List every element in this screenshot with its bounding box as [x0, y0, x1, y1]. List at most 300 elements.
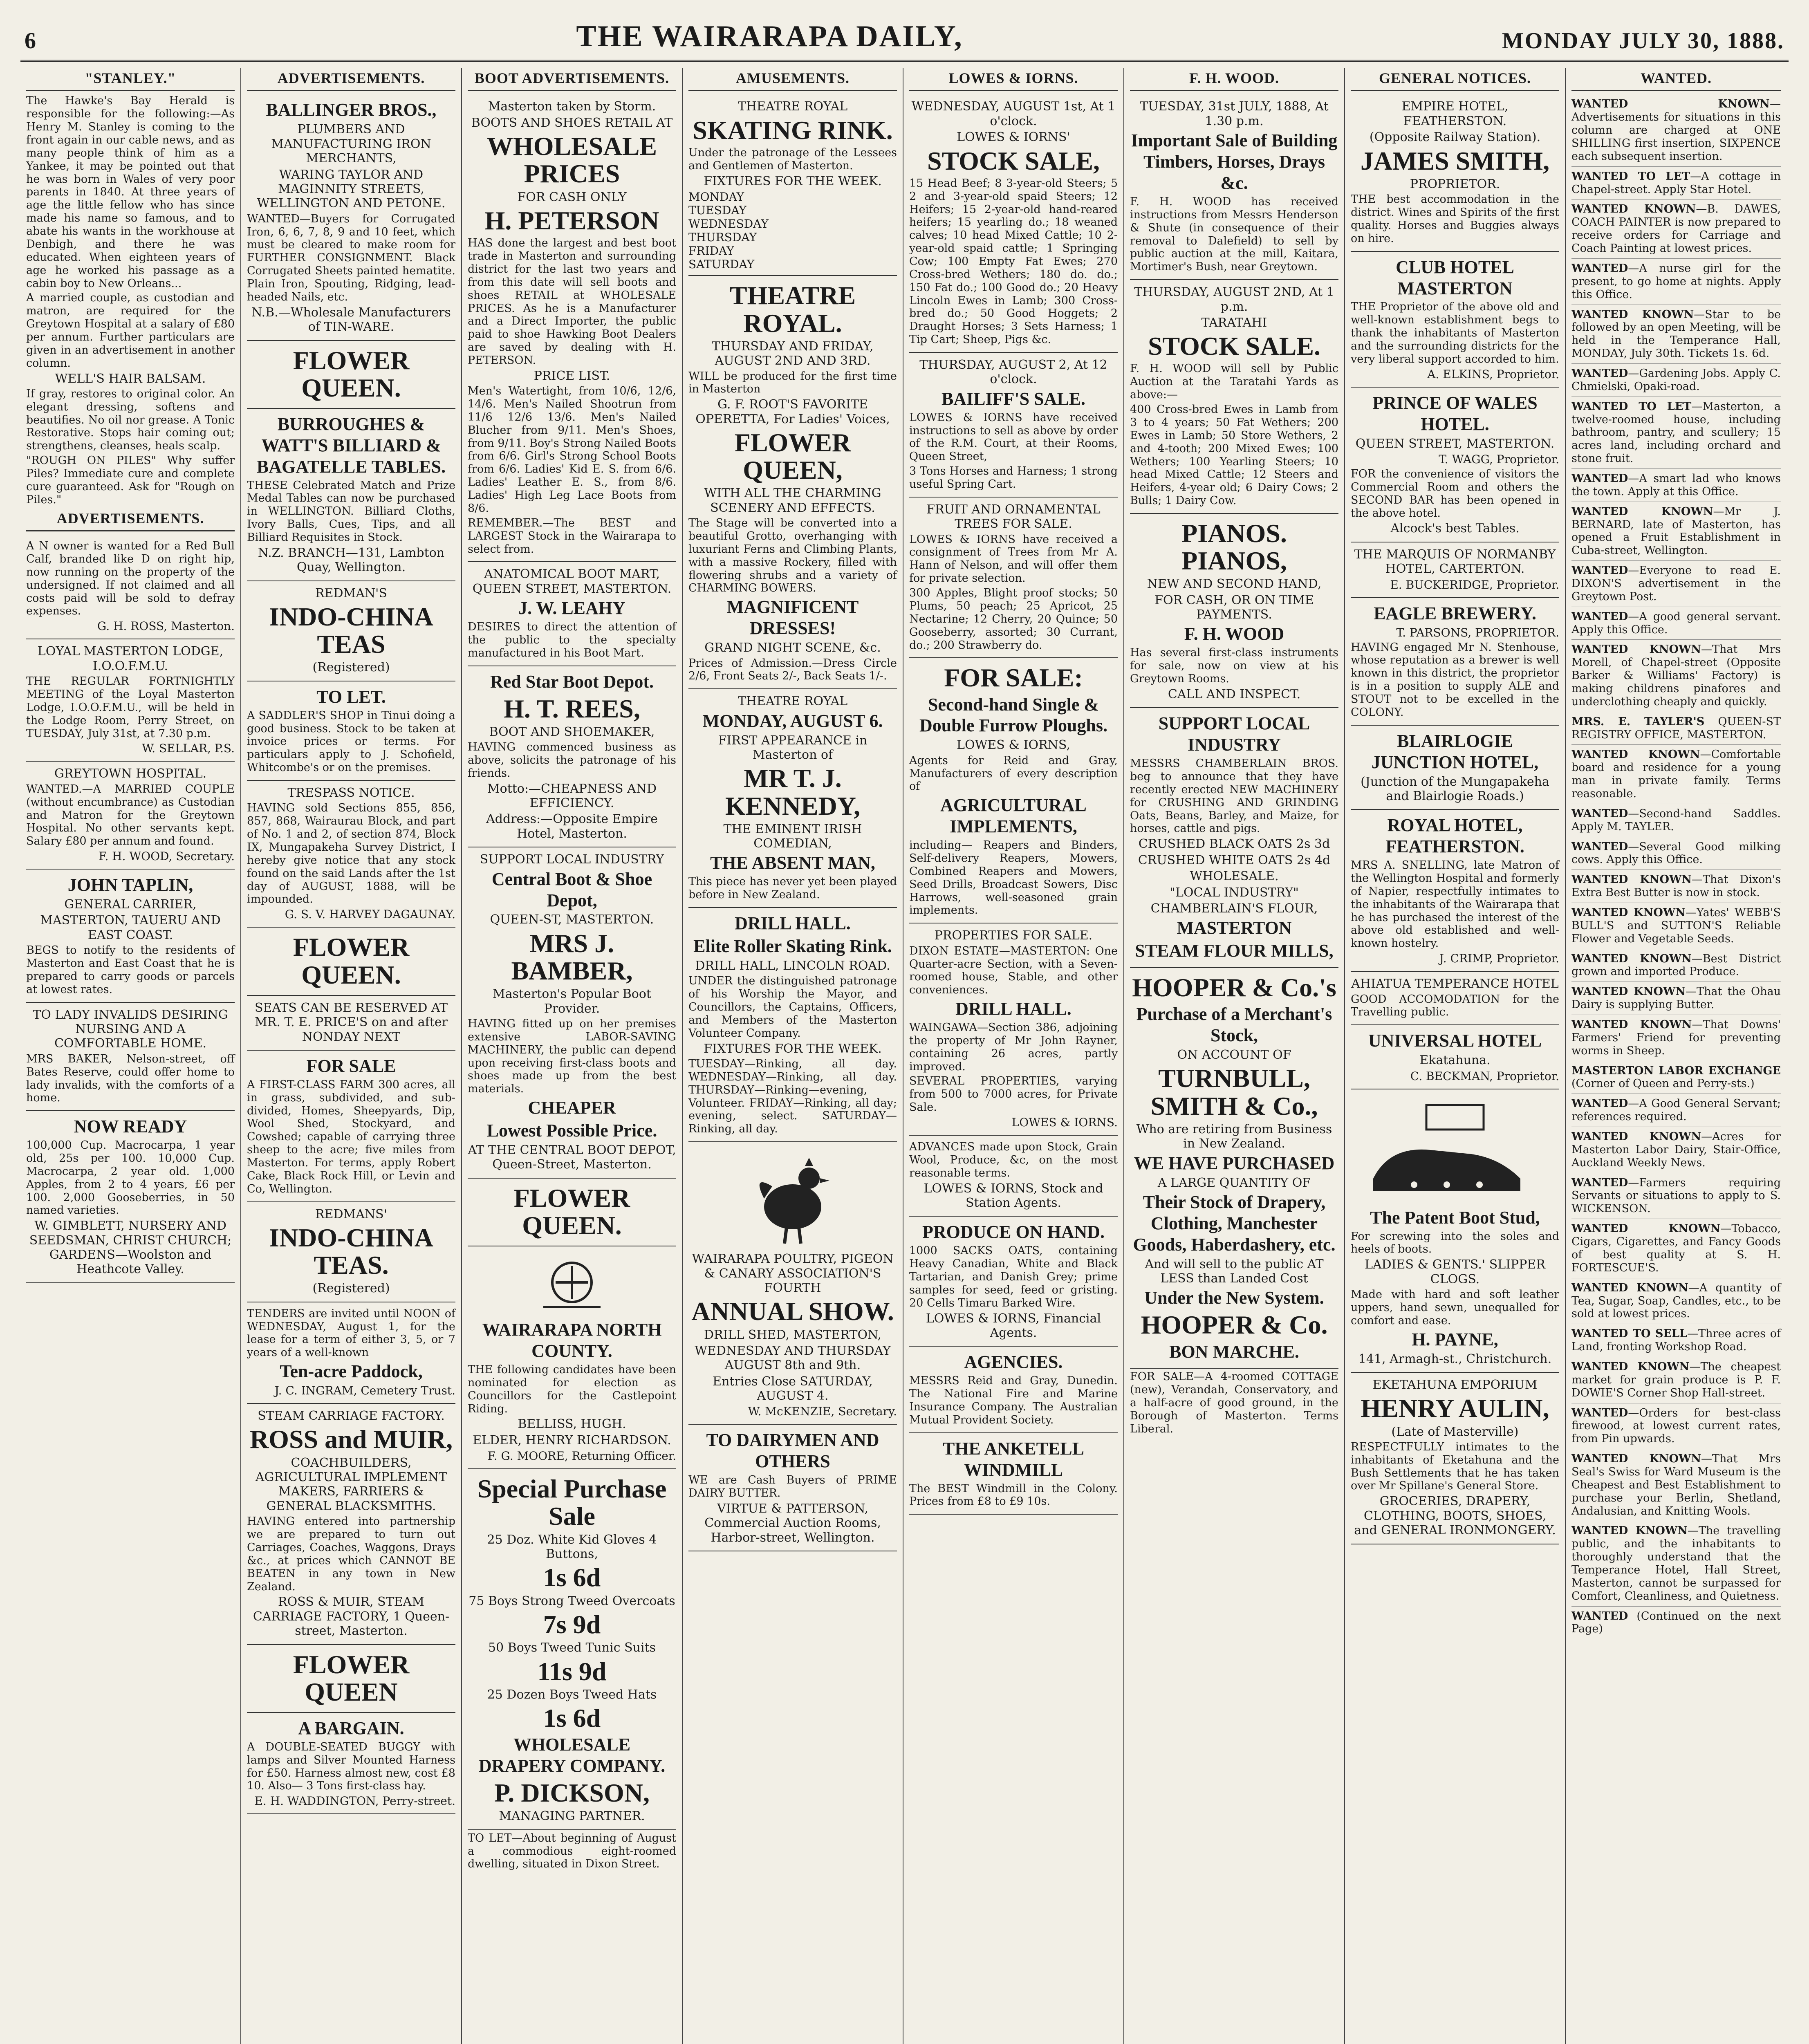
boot-stud-icon	[1365, 1097, 1545, 1203]
wanted-item	[1571, 1357, 1781, 1403]
advert-body: HAVING engaged Mr N. Stenhouse, whose reputation as a brewer is well known in this district, the proprietor is in a position to supply ALE and STOUT not to be excelled in the COLONY.	[1351, 641, 1559, 719]
wanted-item	[1571, 167, 1781, 200]
advert-subtitle: GRAND NIGHT SCENE, &c.	[704, 641, 881, 655]
wanted-item	[1571, 1061, 1781, 1094]
advert-signature: E. H. WADDINGTON, Perry-street.	[254, 1794, 455, 1808]
advert-title: FOR SALE:	[944, 663, 1083, 693]
wanted-item-lead: WANTED TO LET	[1571, 170, 1690, 183]
wanted-item-lead: WANTED	[1571, 610, 1628, 623]
advert-subtitle: Ekatahuna.	[1419, 1053, 1491, 1068]
wanted-list	[1571, 94, 1781, 1639]
advert-body: DIXON ESTATE—MASTERTON: One Quarter-acre Section, with a Seven-roomed house, Stable, and other conveniences.	[909, 944, 1118, 997]
advert-subtitle: "LOCAL INDUSTRY"	[1170, 885, 1299, 900]
advert-title: Special Purchase Sale	[477, 1474, 667, 1531]
advert-body: Has several first-class instruments for sale, now on view at his Greytown Rooms.	[1130, 646, 1338, 686]
wanted-item-lead: WANTED KNOWN	[1571, 643, 1701, 656]
advert-subtitle: COACHBUILDERS, AGRICULTURAL IMPLEMENT MAKERS, FARRIERS & GENERAL BLACKSMITHS.	[255, 1455, 447, 1513]
advert-title: Ten-acre Paddock,	[280, 1361, 423, 1382]
rooster-icon	[748, 1150, 838, 1248]
wanted-item-text: —Best District grown and imported Produce.	[1571, 952, 1781, 978]
advert-title: HOOPER & Co.	[1141, 1310, 1328, 1340]
wanted-item-lead: WANTED KNOWN	[1571, 748, 1700, 761]
advert-signature: T. WAGG, Proprietor.	[1439, 453, 1559, 466]
advert-title: THEATRE ROYAL.	[729, 281, 856, 338]
advert-body: HAVING fitted up on her premises extensive LABOR-SAVING MACHINERY, the public can depend upon receiving first-class boots and shoes made up from the best materials.	[468, 1018, 676, 1096]
advert-title: J. W. LEAHY	[518, 598, 625, 619]
advert-signature: 141, Armagh-st., Christchurch.	[1358, 1351, 1552, 1366]
advert-body: The BEST Windmill in the Colony. Prices from £8 to £9 10s.	[909, 1482, 1118, 1508]
advert-subtitle: THEATRE ROYAL	[737, 99, 848, 114]
wanted-item-lead: WANTED	[1571, 472, 1628, 485]
wanted-item-lead: WANTED KNOWN	[1571, 1452, 1701, 1466]
advert	[468, 666, 676, 848]
columns	[20, 68, 1789, 2044]
advert-title: Central Boot & Shoe Depot,	[491, 869, 652, 910]
advert-title: AGRICULTURAL IMPLEMENTS,	[940, 795, 1087, 837]
advert-body: MRS BAKER, Nelson-street, off Bates Reserve, could offer home to lady invalids, with the comforts of a home.	[26, 1052, 235, 1105]
advert-title: WAIRARAPA NORTH COUNTY.	[482, 1320, 662, 1361]
advert-signature: W. GIMBLETT, NURSERY AND SEEDSMAN, CHRIST CHURCH; GARDENS—Woolston and Heathcote Valley.	[29, 1219, 232, 1277]
advert-subtitle: (Opposite Railway Station).	[1369, 130, 1541, 145]
advert-title: P. DICKSON,	[494, 1778, 650, 1808]
advert-title: PRINCE OF WALES HOTEL.	[1372, 392, 1538, 434]
advert-signature: VIRTUE & PATTERSON, Commercial Auction Rooms, Harbor-street, Wellington.	[704, 1502, 881, 1545]
advert-body: BEGS to notify to the residents of Masterton and East Coast that he is prepared to carry goods or parcels at lowest rates.	[26, 944, 235, 996]
wanted-item-text: —B. DAWES, COACH PAINTER is now prepared to receive orders for Carriage and Coach Painting at lowest prices.	[1571, 203, 1781, 255]
column-1	[20, 68, 241, 2044]
wanted-item-lead: WANTED KNOWN	[1571, 952, 1692, 965]
advert-signature: A. ELKINS, Proprietor.	[1427, 367, 1559, 381]
advert-subtitle: BOOT AND SHOEMAKER,	[489, 724, 655, 739]
advert-title: MASTERTON	[1177, 918, 1292, 938]
advert-body: THE following candidates have been nominated for election as Councillors for the Castlepoint Riding.	[468, 1363, 676, 1415]
advert-price: 1s 6d	[543, 1563, 601, 1592]
wanted-item	[1571, 502, 1781, 561]
advert-subtitle: THURSDAY AND FRIDAY, AUGUST 2ND AND 3RD.	[712, 339, 874, 368]
wanted-item-text: —That Downs' Farmers' Friend for preventing worms in Sheep.	[1571, 1018, 1781, 1057]
advert-title: LADIES & GENTS.' SLIPPER CLOGS.	[1365, 1257, 1545, 1286]
advert-subtitle: BOOTS AND SHOES RETAIL AT	[471, 115, 673, 130]
advert-title: BALLINGER BROS.,	[266, 100, 437, 120]
wanted-item	[1571, 1127, 1781, 1173]
wanted-item-text: —Three acres of Land, fronting Workshop Road.	[1571, 1327, 1781, 1354]
wanted-item	[1571, 949, 1781, 982]
wanted-item-text: QUEEN-ST REGISTRY OFFICE, MASTERTON.	[1571, 715, 1781, 741]
advert-title: THE ABSENT MAN,	[710, 853, 875, 873]
fixture-day: TUESDAY	[688, 204, 746, 217]
advert-body: Made with hard and soft leather uppers, hand sewn, unequalled for comfort and ease.	[1351, 1288, 1559, 1327]
column-2	[241, 68, 462, 2044]
advert-body: 300 Apples, Blight proof stocks; 50 Plums, 50 peach; 25 Apricot, 25 Nectarine; 12 Cherry, 20 Quince; 50 Gooseberry, assorted; 30 Currant, do.; 200 Strawberry do.	[909, 587, 1118, 652]
advert-body: 25 Dozen Boys Tweed Hats	[487, 1687, 657, 1702]
advert-subtitle: (Junction of the Mungapakeha and Blairlogie Roads.)	[1361, 774, 1549, 803]
advert-subtitle: WITH ALL THE CHARMING SCENERY AND EFFECTS.	[704, 486, 881, 515]
advert-body: Motto:—CHEAPNESS AND EFFICIENCY.	[487, 781, 657, 811]
wanted-item-lead: WANTED KNOWN	[1571, 1130, 1701, 1143]
advert-subtitle: TARATAHI	[1201, 315, 1267, 330]
wanted-item	[1571, 1015, 1781, 1061]
advert-price: 1s 6d	[543, 1703, 601, 1733]
advert-title: ANATOMICAL BOOT MART, QUEEN STREET, MASTERTON.	[472, 567, 672, 596]
advert-title: NOW READY	[74, 1116, 187, 1137]
fixture-row	[688, 204, 897, 217]
advert	[688, 1425, 897, 1551]
advert-title: The Patent Boot Stud,	[1370, 1207, 1540, 1228]
advert-body: For screwing into the soles and heels of boots.	[1351, 1230, 1559, 1256]
advert-body: 3 Tons Horses and Harness; 1 strong useful Spring Cart.	[909, 465, 1118, 491]
advert-subtitle: (Late of Masterville)	[1391, 1424, 1519, 1439]
advert	[247, 581, 455, 681]
advert-body: WE are Cash Buyers of PRIME DAIRY BUTTER.	[688, 1474, 897, 1500]
advert-body: THESE Celebrated Match and Prize Medal Tables can now be purchased in WELLINGTON. Billiard Cloths, Ivory Balls, Cues, Tips, and all Billiard Requisites in Stock.	[247, 479, 455, 544]
advert	[1351, 726, 1559, 810]
advert-signature: LOWES & IORNS, Stock and Station Agents.	[924, 1181, 1103, 1210]
fixture-row	[688, 244, 897, 258]
advert-subtitle: LOWES & IORNS'	[957, 130, 1070, 145]
advert-body: A N owner is wanted for a Red Bull Calf, branded like D on right hip, now running on the property of the undersigned. If not claimed and all costs paid will be sold to defray expenses.	[26, 540, 235, 618]
advert-body: CRUSHED BLACK OATS 2s 3d	[1138, 837, 1330, 852]
wanted-item	[1571, 804, 1781, 837]
wanted-item	[1571, 870, 1781, 903]
advert-title: GREYTOWN HOSPITAL.	[54, 766, 207, 781]
advert-title: Red Star Boot Depot.	[490, 671, 654, 692]
page-number: 6	[25, 28, 37, 54]
advert-price: 11s 9d	[537, 1656, 607, 1686]
column-3	[462, 68, 683, 2044]
masthead	[20, 16, 1789, 62]
column-8	[1566, 68, 1787, 2044]
advert-signature: N.B.—Wholesale Manufacturers of TIN-WARE.	[251, 305, 451, 334]
wanted-item	[1571, 364, 1781, 397]
advert	[26, 1003, 235, 1112]
wanted-item-lead: WANTED	[1571, 564, 1628, 577]
wanted-item-lead: MRS. E. TAYLER'S	[1571, 715, 1705, 728]
wanted-item-lead: WANTED KNOWN	[1571, 98, 1770, 111]
wanted-item	[1571, 1449, 1781, 1521]
wanted-item-text: —A quantity of Tea, Sugar, Soap, Candles, etc., to be sold at lowest prices.	[1571, 1281, 1781, 1320]
advert	[247, 94, 455, 341]
advert	[247, 1202, 455, 1302]
advert-subtitle: SUPPORT LOCAL INDUSTRY	[480, 852, 664, 867]
advert-title: INDO-CHINA TEAS.	[269, 1223, 433, 1280]
wanted-item	[1571, 1324, 1781, 1357]
advert-subtitle: EMPIRE HOTEL, FEATHERSTON.	[1401, 99, 1509, 128]
advert-signature: AT THE CENTRAL BOOT DEPOT, Queen-Street, Masterton.	[468, 1143, 676, 1172]
fixture-row	[688, 190, 897, 204]
article-body: "ROUGH ON PILES" Why suffer Piles? Immediate cure and complete cure guaranteed. Ask for "Rough on Piles."	[26, 454, 235, 506]
advert	[688, 276, 897, 689]
advert-title: MR T. J. KENNEDY,	[725, 764, 861, 820]
advert-title: BURROUGHES & WATT'S BILLIARD & BAGATELLE TABLES.	[256, 414, 446, 477]
advert	[1351, 972, 1559, 1025]
advert	[909, 94, 1118, 353]
advert-body: TENDERS are invited until NOON of WEDNESDAY, August 1, for the lease for a term of either 3, 5, or 7 years of a well-known	[247, 1307, 455, 1359]
advert	[1351, 94, 1559, 251]
fixture-day: MONDAY	[688, 190, 744, 204]
advert-title: TO LET.	[316, 686, 386, 707]
advert-body: Men's Watertight, from 10/6, 12/6, 14/6. Men's Nailed Shootrun from 11/6 12/6 13/6. Men's Nailed Blucher from 9/11. Men's Shoes, from 9/11. Boy's Strong Nailed Boots from 6/6. Girl's Strong School Boots from 6/6. Ladies' Kid E. S. from 6/6. Ladies' Leather E. S., from 8/6. Ladies' High Leg Lace Boots from 8/6.	[468, 385, 677, 515]
section-header: ADVERTISEMENTS.	[26, 508, 235, 531]
advert-subtitle: LOWES & IORNS,	[957, 738, 1070, 753]
advert-body: TUESDAY—Rinking, all day. WEDNESDAY—Rinking, all day. THURSDAY—Rinking—evening, Volunteer. FRIDAY—Rinking, all day; evening, select. SATURDAY—Rinking, all day.	[688, 1057, 897, 1136]
advert-body: 15 Head Beef; 8 3-year-old Steers; 5 2 and 3-year-old spaid Steers; 12 Heifers; 15 2-year-old hand-reared heifers; 15 yearling do.; 18 weaned calves; 10 head Mixed Cattle; 10 2-year-old spaid cattle; 1 Springing Cow; 100 Empty Fat Ewes; 270 Cross-bred Wethers; 180 do. do.; 150 Fat do.; 100 Good do.; 20 Heavy Lincoln Ewes in Lamb; 300 Cross-bred do.; 50 Good Hoggets; 2 Draught Horses; 3 Sets Harness; 1 Tip Cart; Sheep, Pigs &c.	[909, 177, 1118, 346]
column-header: WANTED.	[1571, 68, 1781, 91]
advert-subtitle: REDMAN'S	[315, 586, 387, 601]
advert-title: FLOWER QUEEN,	[734, 428, 851, 485]
advert	[26, 870, 235, 1003]
wanted-item-text: —Second-hand Saddles. Apply M. TAYLER.	[1571, 807, 1781, 833]
advert-title: ANNUAL SHOW.	[691, 1297, 894, 1326]
advert-subtitle: TUESDAY, 31st JULY, 1888, At 1.30 p.m.	[1140, 99, 1329, 128]
advert	[1130, 514, 1338, 708]
advert	[1130, 280, 1338, 514]
advert-body: LOWES & IORNS have received instructions to sell as above by order of the R.M. Court, at their Rooms, Queen Street,	[909, 411, 1118, 463]
advert-body: UNDER the distinguished patronage of his Worship the Mayor, and Councillors, the Captains, Officers, and Members of the Masterton Volunteer Company.	[688, 975, 897, 1040]
wanted-item	[1571, 837, 1781, 870]
advert-signature: Address:—Opposite Empire Hotel, Masterton.	[486, 812, 658, 841]
issue-date: MONDAY JULY 30, 1888.	[1502, 28, 1784, 54]
newspaper-title: THE WAIRARAPA DAILY,	[576, 20, 963, 53]
wanted-item	[1571, 640, 1781, 712]
advert-subtitle: WEDNESDAY, AUGUST 1st, At 1 o'clock.	[911, 99, 1116, 128]
advert-title: H. T. REES,	[504, 694, 640, 723]
fixture-row	[688, 258, 897, 271]
wanted-item-text: —Gardening Jobs. Apply C. Chmielski, Opaki-road.	[1571, 367, 1781, 393]
advert-title: FRUIT AND ORNAMENTAL TREES FOR SALE.	[926, 502, 1101, 531]
advert-title: STEAM FLOUR MILLS,	[1135, 941, 1334, 961]
advert	[688, 94, 897, 276]
column-5	[903, 68, 1124, 2044]
advert-title: TO DAIRYMEN AND OTHERS	[706, 1430, 879, 1472]
advert-body: FIRST APPEARANCE in Masterton of	[718, 733, 868, 762]
wanted-item-lead: WANTED KNOWN	[1571, 308, 1694, 321]
advert	[1130, 94, 1338, 280]
advert-title: F. H. WOOD	[1184, 624, 1284, 644]
advert-title: Second-hand Single & Double Furrow Ploughs.	[919, 694, 1108, 736]
wanted-item	[1571, 94, 1781, 166]
advert-subtitle: Who are retiring from Business in New Zealand.	[1136, 1122, 1332, 1151]
advert-title: AHIATUA TEMPERANCE HOTEL	[1351, 977, 1559, 991]
advert-subtitle: THURSDAY, AUGUST 2, At 12 o'clock.	[919, 358, 1107, 387]
advert-title: A BARGAIN.	[298, 1718, 404, 1738]
advert-body: And will sell to the public AT LESS than Landed Cost	[1145, 1257, 1324, 1286]
advert	[247, 409, 455, 581]
advert	[1351, 388, 1559, 542]
advert-title: PROPERTIES FOR SALE.	[934, 928, 1093, 943]
advert-body: A FIRST-CLASS FARM 300 acres, all in grass, subdivided, and sub-divided, Homes, Sheepyards, Dip, Wool Shed, Stockyard, and Cowshed; capable of carrying three sheep to the acre; five miles from Masterton. For terms, apply Robert Cake, Black Rock Hill, or Levin and Co, Wellington.	[247, 1078, 455, 1195]
advert-body: Alcock's best Tables.	[1390, 521, 1520, 536]
wanted-item-lead: WANTED KNOWN	[1571, 1281, 1688, 1294]
advert-body: THE Proprietor of the above old and well-known establishment begs to thank the inhabitants of Masterton and the surrounding districts for the very liberal support accorded to him.	[1351, 300, 1559, 365]
wanted-item	[1571, 1521, 1781, 1606]
advert-title: JAMES SMITH,	[1360, 146, 1550, 175]
advert-signature: LOWES & IORNS, Financial Agents.	[926, 1311, 1101, 1340]
advert-body: DESIRES to direct the attention of the public to the specialty manufactured in his Boot Mart.	[468, 621, 676, 659]
advert	[468, 562, 676, 666]
advert-subtitle: Masterton taken by Storm.	[488, 99, 656, 114]
advert-title: WE HAVE PURCHASED	[1134, 1153, 1335, 1173]
wanted-item-lead: WANTED	[1571, 1406, 1628, 1419]
column-header: BOOT ADVERTISEMENTS.	[468, 68, 676, 91]
advert-body: including— Reapers and Binders, Self-delivery Reapers, Mowers, Combined Reapers and Mowers, Seed Drills, Broadcast Sowers, Disc Harrows, well-seasoned grain implements.	[909, 839, 1118, 917]
wanted-item-text: —A good general servant. Apply this Office.	[1571, 610, 1781, 636]
wanted-item-lead: WANTED KNOWN	[1571, 203, 1696, 216]
wanted-item	[1571, 561, 1781, 607]
advert	[909, 1217, 1118, 1347]
advert-body: FOR CASH, OR ON TIME PAYMENTS.	[1154, 593, 1314, 622]
advert-title: MONDAY, AUGUST 6.	[702, 710, 883, 731]
advert	[909, 658, 1118, 923]
advert	[909, 498, 1118, 659]
advert-body: 25 Doz. White Kid Gloves 4 Buttons,	[487, 1532, 657, 1561]
wanted-item	[1571, 1403, 1781, 1450]
advert-body: ADVANCES made upon Stock, Grain Wool, Produce, &c, on the most reasonable terms.	[909, 1141, 1118, 1179]
fixture-day: WEDNESDAY	[688, 217, 769, 231]
advert	[688, 689, 897, 908]
advert	[247, 996, 455, 1051]
advert-subtitle: QUEEN-ST, MASTERTON.	[490, 912, 654, 927]
advert-body: Under the patronage of the Lessees and Gentlemen of Masterton.	[688, 146, 897, 172]
advert-signature: G. H. ROSS, Masterton.	[97, 619, 235, 633]
advert-signature: E. BUCKERIDGE, Proprietor.	[1390, 578, 1559, 592]
wanted-item	[1571, 469, 1781, 502]
article-heading: WELL'S HAIR BALSAM.	[55, 371, 206, 386]
wanted-item	[1571, 259, 1781, 305]
advert	[909, 1347, 1118, 1433]
advert-body: 400 Cross-bred Ewes in Lamb from 3 to 4 years; 50 Fat Wethers; 200 Ewes in Lamb; 50 Store Wethers, 2 and 4-tooth; 200 Mixed Ewes; 100 Wethers; 100 Yearling Steers; 10 head Mixed Cattle; 12 Steers and Heifers, 4-year old; 6 Dairy Cows; 2 Bulls; 1 Dairy Cow.	[1130, 403, 1338, 507]
wanted-item-lead: WANTED	[1571, 367, 1628, 380]
advert-title: FOR SALE	[306, 1056, 396, 1076]
advert-body: WANTED—Buyers for Corrugated Iron, 6, 6, 7, 8, 9 and 10 feet, which must be cleared to make room for FURTHER CONSIGNMENT. Black Corrugated Sheets painted hematite. Plain Iron, Spouting, Ridging, lead-headed Nails, etc.	[247, 212, 455, 303]
advert-subtitle: PRICE LIST.	[534, 368, 610, 383]
wanted-item	[1571, 745, 1781, 804]
advert-body: Agents for Reid and Gray, Manufacturers of every description of	[909, 754, 1118, 793]
advert	[909, 1433, 1118, 1515]
advert	[909, 353, 1118, 498]
advert-body: Prices of Admission.—Dress Circle 2/6, Front Seats 2/-, Back Seats 1/-.	[688, 657, 897, 683]
column-7	[1345, 68, 1566, 2044]
advert-signature: F. G. MOORE, Returning Officer.	[487, 1449, 676, 1463]
advert-subtitle: FIXTURES FOR THE WEEK.	[704, 1041, 882, 1056]
wanted-item-text: —A Good General Servant; references required.	[1571, 1097, 1781, 1123]
advert	[1351, 252, 1559, 388]
advert-title: FLOWER QUEEN.	[293, 345, 410, 402]
advert-title: TO LADY INVALIDS DESIRING NURSING AND A COMFORTABLE HOME.	[33, 1007, 228, 1051]
advert-title: H. PETERSON	[484, 206, 659, 235]
advert	[1130, 968, 1338, 1369]
advert-title: H. PAYNE,	[1412, 1329, 1498, 1349]
advert-title: BON MARCHE.	[1169, 1341, 1299, 1362]
wanted-item	[1571, 1278, 1781, 1325]
advert	[247, 341, 455, 409]
advert-body: This piece has never yet been played before in New Zealand.	[688, 875, 897, 901]
advert-subtitle: THEATRE ROYAL	[737, 694, 848, 709]
advert-body: Entries Close SATURDAY, AUGUST 4.	[713, 1374, 873, 1403]
advert-signature: N.Z. BRANCH—131, Lambton Quay, Wellington.	[258, 545, 445, 575]
column-header: LOWES & IORNS.	[909, 68, 1118, 91]
wanted-item	[1571, 305, 1781, 364]
advert-title: ROYAL HOTEL, FEATHERSTON.	[1385, 815, 1524, 857]
advert-subtitle: FIXTURES FOR THE WEEK.	[704, 174, 882, 188]
wanted-item-lead: WANTED	[1571, 807, 1628, 820]
advert-title: HENRY AULIN,	[1361, 1394, 1549, 1423]
advert	[468, 847, 676, 1179]
advert-title: MRS J. BAMBER,	[511, 928, 633, 986]
wanted-item	[1571, 1219, 1781, 1278]
column-4	[683, 68, 903, 2044]
advert	[26, 639, 235, 762]
wanted-item-text: —Comfortable board and residence for a young man in private family. Terms reasonable.	[1571, 748, 1781, 800]
advert-body: LOWES & IORNS have received a consignment of Trees from Mr A. Hann of Nelson, and will offer them for private selection.	[909, 533, 1118, 585]
wanted-item-text: —Orders for best-class firewood, at lowest current rates, from Pin upwards.	[1571, 1406, 1781, 1446]
column-header: AMUSEMENTS.	[688, 68, 897, 91]
wanted-item-lead: WANTED KNOWN	[1571, 985, 1686, 998]
advert-title: TURNBULL, SMITH & Co.,	[1150, 1064, 1318, 1121]
wanted-item-text: —That Mrs Morell, of Chapel-street (Opposite Barker & Williams' Factory) is making childrens pinafores and underclothing cheaply and quickly.	[1571, 643, 1781, 708]
advert-signature: LOWES & IORNS.	[1011, 1116, 1118, 1130]
advert	[247, 1645, 455, 1713]
wanted-item-lead: WANTED	[1571, 840, 1628, 853]
advert-title: PRODUCE ON HAND.	[922, 1222, 1105, 1242]
advert-signature: ROSS & MUIR, STEAM CARRIAGE FACTORY, 1 Queen-street, Masterton.	[253, 1595, 450, 1638]
wanted-item-lead: WANTED KNOWN	[1571, 505, 1713, 518]
wanted-item-lead: WANTED TO SELL	[1571, 1327, 1688, 1340]
advert-body: 75 Boys Strong Tweed Overcoats	[469, 1594, 675, 1608]
article-body: The Hawke's Bay Herald is responsible for the following:—As Henry M. Stanley is coming to the front again in our cable news, and as many people think of him as a Yankee, it may be pointed out that he was born in Wales of very poor parents in 1840. At three years of age the little fellow who has since made his name so famous, and to abate his wants in the workhouse at Denbigh, and there he was educated. When eighteen years of age he worked his passage as a cabin boy to New Orleans...	[26, 94, 235, 290]
advert-signature: W. SELLAR, P.S.	[142, 742, 235, 755]
advert-title: Under the New System.	[1144, 1288, 1324, 1308]
advert-body: RESPECTFULLY intimates to the inhabitants of Eketahuna and the Bush Settlements that he has taken over Mr Spillane's General Store.	[1351, 1440, 1559, 1493]
advert-body: HAVING sold Sections 855, 856, 857, 868, Wairaurau Block, and part of No. 1 and 2, of section 874, Block IX, Mungapakeha Survey District, I hereby give notice that any stock found on the said Lands after the 1st day of AUGUST, 1888, will be impounded.	[247, 802, 455, 906]
advert-title: WHOLESALE DRAPERY COMPANY.	[478, 1735, 666, 1776]
advert-body: 100,000 Cup. Macrocarpa, 1 year old, 25s per 100. 10,000 Cup. Macrocarpa, 2 year old. 1,000 Apples, from 2 to 4 years, £6 per 100. 2,000 Gooseberries, in 50 named varieties.	[26, 1139, 235, 1217]
advert-subtitle: WARING TAYLOR AND MAGINNITY STREETS, WELLINGTON AND PETONE.	[257, 167, 446, 211]
advert-subtitle: WAIRARAPA POULTRY, PIGEON & CANARY ASSOCIATION'S FOURTH	[692, 1252, 894, 1295]
advert-body: FOR SALE—A 4-roomed COTTAGE (new), Verandah, Conservatory, and a half-acre of good ground, in the Borough of Masterton. Terms Liberal.	[1130, 1370, 1338, 1435]
column-header: "STANLEY."	[26, 68, 235, 91]
advert-title: STOCK SALE.	[1148, 332, 1321, 361]
advert	[1130, 708, 1338, 968]
advert-body: WANTED.—A MARRIED COUPLE (without encumbrance) as Custodian and Matron for the Greytown Hospital. No other servants kept. Salary £80 per annum and found.	[26, 782, 235, 848]
wanted-item	[1571, 1607, 1781, 1640]
advert	[247, 781, 455, 928]
advert-subtitle: PROPRIETOR.	[1410, 177, 1500, 191]
advert-title: Their Stock of Drapery, Clothing, Manchester Goods, Haberdashery, etc.	[1133, 1192, 1336, 1255]
advert-title: LOYAL MASTERTON LODGE, I.O.O.F.M.U.	[37, 644, 224, 673]
wanted-item-lead: WANTED	[1571, 1176, 1628, 1189]
advert-title: CHEAPER	[528, 1098, 616, 1118]
advert-body: A DOUBLE-SEATED BUGGY with lamps and Silver Mounted Harness for £50. Harness almost new, cost £8 10. Also— 3 Tons first-class hay.	[247, 1740, 455, 1793]
advert-title: FLOWER QUEEN	[293, 1650, 410, 1706]
wanted-item-text: —Mr J. BERNARD, late of Masterton, has opened a Fruit Establishment in Cuba-street, Wellington.	[1571, 505, 1781, 557]
fixture-row	[688, 231, 897, 244]
wanted-item	[1571, 903, 1781, 949]
advert-signature: W. McKENZIE, Secretary.	[748, 1405, 897, 1419]
advert	[26, 762, 235, 870]
fixture-day: THURSDAY	[688, 231, 757, 244]
wanted-item-text: —A smart lad who knows the town. Apply at this Office.	[1571, 472, 1781, 498]
advert-body: SEVERAL PROPERTIES, varying from 500 to 7000 acres, for Private Sale.	[909, 1075, 1118, 1114]
advert-body: THE REGULAR FORTNIGHTLY MEETING of the Loyal Masterton Lodge, I.O.O.F.M.U., will be held in the Lodge Room, Perry Street, on TUESDAY, July 31st, at 7.30 p.m.	[26, 675, 235, 740]
column-header: GENERAL NOTICES.	[1351, 68, 1559, 91]
wanted-item-lead: WANTED KNOWN	[1571, 1018, 1692, 1031]
advert-signature: C. BECKMAN, Proprietor.	[1410, 1069, 1559, 1083]
advert-subtitle: G. F. ROOT'S FAVORITE OPERETTA, For Ladies' Voices,	[695, 397, 890, 426]
advert-title: UNIVERSAL HOTEL	[1368, 1031, 1542, 1051]
coat-of-arms-icon	[531, 1254, 613, 1315]
advert-signature: J. C. INGRAM, Cemetery Trust.	[274, 1384, 455, 1398]
wanted-item	[1571, 1094, 1781, 1127]
